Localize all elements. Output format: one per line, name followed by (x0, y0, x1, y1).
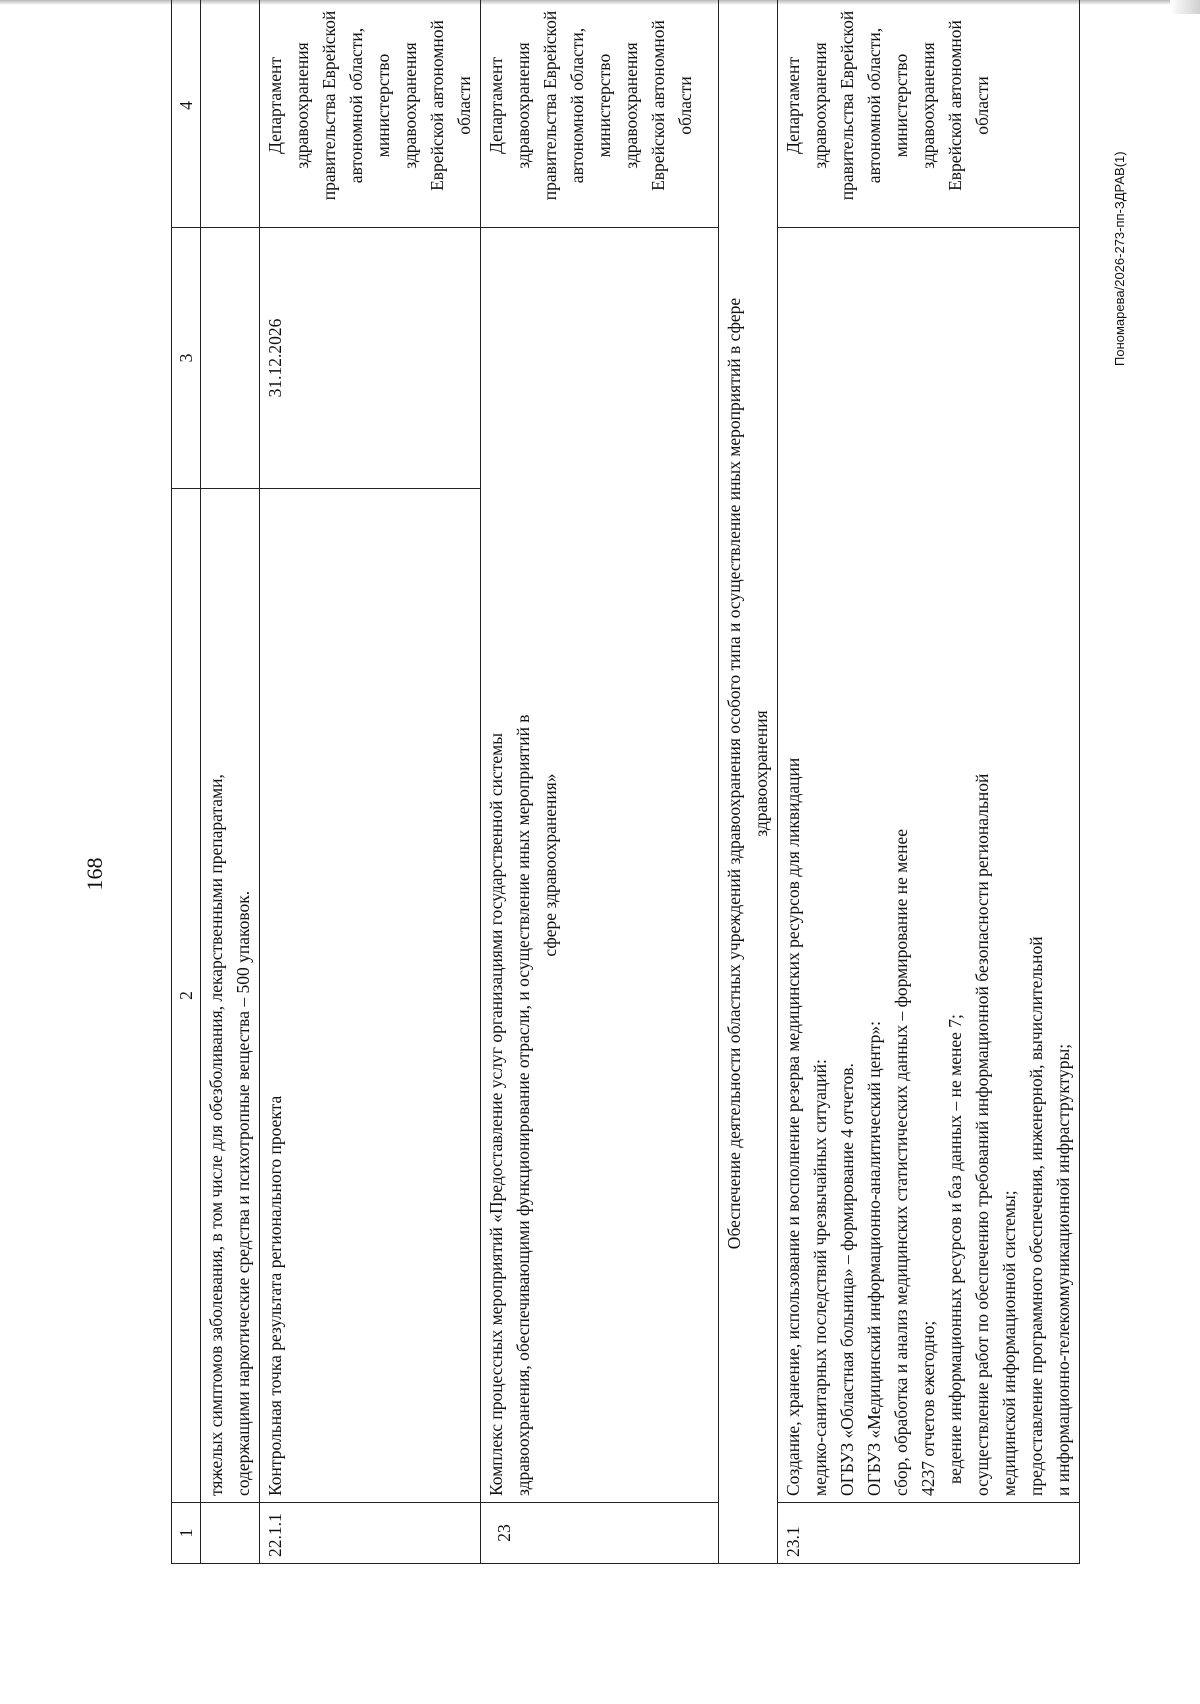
responsible-line: здравоохранения (292, 42, 312, 169)
row-number-cell: 23 (481, 1503, 719, 1564)
table-row (481, 0, 719, 1564)
text-line: тяжелых симптомов заболевания, в том числе для обезболивания, лекарственными препаратами, (206, 774, 226, 1496)
responsible-line: автономной области, (567, 27, 587, 184)
row-text-cell (778, 228, 1080, 1503)
responsible-line: здравоохранения (810, 42, 830, 169)
responsible-line: Еврейской автономной (648, 20, 668, 191)
section-heading-cell (719, 0, 778, 1564)
text-line: ОГБУЗ «Областная больница» – формирование 4 отчетов. (837, 1063, 857, 1496)
text-line: Комплекс процессных мероприятий «Предоставление услуг организациями государственной системы (486, 732, 506, 1496)
row-text-cell (481, 228, 719, 1503)
responsible-line: Департамент (486, 56, 506, 155)
responsible-line: автономной области, (864, 27, 884, 184)
header-cell-4: 4 (172, 0, 201, 228)
text-line: предоставление программного обеспечения, инженерной, вычислительной (1026, 936, 1046, 1496)
responsible-line: министерство (891, 53, 911, 158)
text-line: Создание, хранение, использование и восполнение резерва медицинских ресурсов для ликвидации (783, 757, 803, 1496)
text-line: ведение информационных ресурсов и баз данных – не менее 7; (945, 1014, 965, 1484)
text-line: содержащими наркотические средства и психотропные вещества – 500 упаковок. (233, 890, 253, 1496)
header-cell-1: 1 (172, 1503, 201, 1564)
responsible-line: автономной области, (346, 27, 366, 184)
section-heading-line: здравоохранения (751, 710, 771, 837)
section-heading-row (719, 0, 778, 1564)
row-responsible-cell (778, 0, 1080, 228)
table-row (778, 0, 1080, 1564)
responsible-line: здравоохранения (400, 42, 420, 169)
text-line: сфере здравоохранения» (540, 773, 560, 957)
responsible-line: министерство (373, 53, 393, 158)
responsible-line: области (972, 76, 992, 135)
row-date-cell: 31.12.2026 (260, 228, 481, 489)
responsible-line: Департамент (265, 56, 285, 155)
text-line: медико-санитарных последствий чрезвычайных ситуаций: (810, 1059, 830, 1496)
row-text-cell: Контрольная точка результата регионального проекта (260, 489, 481, 1503)
text-line: сбор, обработка и анализ медицинских статистических данных – формирование не менее (891, 828, 911, 1496)
text-line: 4237 отчетов ежегодно; (918, 1320, 938, 1496)
header-cell-3: 3 (172, 228, 201, 489)
row-responsible-cell (201, 0, 260, 228)
row-number-cell: 23.1 (778, 1503, 1080, 1564)
section-heading-line: Обеспечение деятельности областных учреждений здравоохранения особого типа и осуществление иных мероприятий в сфере (724, 297, 744, 1250)
header-cell-2: 2 (172, 489, 201, 1503)
table-row (260, 0, 481, 1564)
row-number-cell (201, 1503, 260, 1564)
page-number: 168 (82, 857, 107, 891)
responsible-line: здравоохранения (918, 42, 938, 169)
header-row (172, 0, 201, 1564)
text-line: и информационно-телекоммуникационной инфраструктуры; (1053, 1043, 1073, 1496)
responsible-line: Департамент (783, 56, 803, 155)
text-line: осуществление работ по обеспечению требований информационной безопасности региональной (972, 773, 992, 1496)
table-row (201, 0, 260, 1564)
row-date-cell (201, 228, 260, 489)
responsible-line: правительства Еврейской (540, 10, 560, 201)
responsible-line: области (454, 76, 474, 135)
responsible-line: правительства Еврейской (319, 10, 339, 201)
responsible-line: Еврейской автономной (945, 20, 965, 191)
row-responsible-cell (260, 0, 481, 228)
row-number-cell: 22.1.1 (260, 1503, 481, 1564)
responsible-line: области (675, 76, 695, 135)
document-code: Пономарева/2026-273-пп-ЗДРАВ(1) (1112, 151, 1127, 366)
responsible-line: правительства Еврейской (837, 10, 857, 201)
responsible-line: здравоохранения (621, 42, 641, 169)
text-line: медицинской информационной системы; (999, 1190, 1019, 1496)
row-text-cell (201, 489, 260, 1503)
text-line: здравоохранения, обеспечивающими функционирование отрасли, и осуществление иных мероприятий в (513, 714, 533, 1496)
responsible-line: министерство (594, 53, 614, 158)
responsible-line: Еврейской автономной (427, 20, 447, 191)
row-responsible-cell (481, 0, 719, 228)
plan-table (171, 0, 1080, 1564)
responsible-line: здравоохранения (513, 42, 533, 169)
text-line: ОГБУЗ «Медицинский информационно-аналитический центр»: (864, 1021, 884, 1496)
